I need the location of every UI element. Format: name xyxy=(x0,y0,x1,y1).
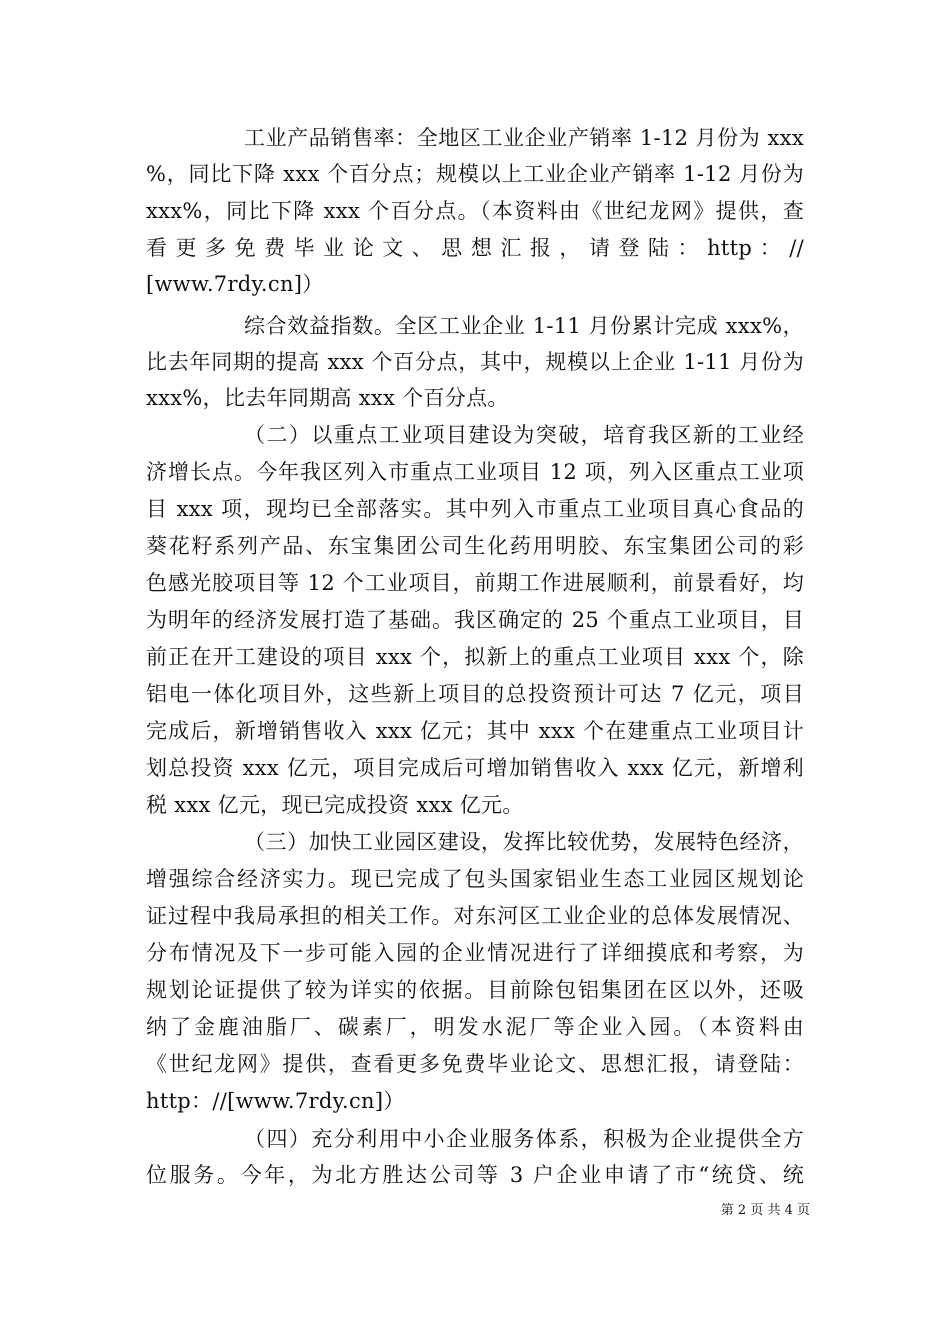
text-line: %，同比下降 xxx 个百分点；规模以上工业企业产销率 1-12 月份为 xyxy=(146,162,804,186)
text-line: 色感光胶项目等 12 个工业项目，前期工作进展顺利，前景看好，均 xyxy=(146,571,804,595)
text-line: 证过程中我局承担的相关工作。对东河区工业企业的总体发展情况、 xyxy=(146,904,804,928)
text-line: 规划论证提供了较为详实的依据。目前除包铝集团在区以外，还吸 xyxy=(146,978,804,1002)
text-line: 分布情况及下一步可能入园的企业情况进行了详细摸底和考察，为 xyxy=(146,941,804,965)
text-line: http：//[www.7rdy.cn]） xyxy=(146,1089,405,1113)
text-line: 葵花籽系列产品、东宝集团公司生化药用明胶、东宝集团公司的彩 xyxy=(146,534,804,558)
text-line: 划总投资 xxx 亿元，项目完成后可增加销售收入 xxx 亿元，新增利 xyxy=(146,756,804,780)
text-line: xxx%，比去年同期高 xxx 个百分点。 xyxy=(146,386,509,410)
text-line: 《世纪龙网》提供，查看更多免费毕业论文、思想汇报，请登陆： xyxy=(146,1052,804,1076)
text-line: 税 xxx 亿元，现已完成投资 xxx 亿元。 xyxy=(146,793,524,817)
text-line: （三）加快工业园区建设，发挥比较优势，发展特色经济， xyxy=(244,830,804,854)
text-line: xxx%，同比下降 xxx 个百分点。（本资料由《世纪龙网》提供，查 xyxy=(146,199,804,223)
text-line: 铝电一体化项目外，这些新上项目的总投资预计可达 7 亿元，项目 xyxy=(146,682,804,706)
text-line: 综合效益指数。全区工业企业 1-11 月份累计完成 xxx%， xyxy=(244,314,804,338)
text-line: 看 更 多 免 费 毕 业 论 文 、 思 想 汇 报 ， 请 登 陆 ： http ： // xyxy=(146,236,804,260)
text-line: 工业产品销售率：全地区工业企业产销率 1-12 月份为 xxx xyxy=(244,126,804,150)
text-line: 比去年同期的提高 xxx 个百分点，其中，规模以上企业 1-11 月份为 xyxy=(146,350,804,374)
text-line: 为明年的经济发展打造了基础。我区确定的 25 个重点工业项目，目 xyxy=(146,608,804,632)
text-line: （二）以重点工业项目建设为突破，培育我区新的工业经 xyxy=(244,423,804,447)
text-line: 前正在开工建设的项目 xxx 个，拟新上的重点工业项目 xxx 个，除 xyxy=(146,645,804,669)
text-line: （四）充分利用中小企业服务体系，积极为企业提供全方 xyxy=(244,1127,804,1151)
text-line: 位服务。今年，为北方胜达公司等 3 户企业申请了市“统贷、统 xyxy=(146,1163,804,1187)
text-line: 济增长点。今年我区列入市重点工业项目 12 项，列入区重点工业项 xyxy=(146,460,804,484)
page-number-footer: 第 2 页 共 4 页 xyxy=(720,1203,810,1218)
text-line: [www.7rdy.cn]） xyxy=(146,272,324,296)
text-line: 目 xxx 项，现均已全部落实。其中列入市重点工业项目真心食品的 xyxy=(146,497,804,521)
text-line: 增强综合经济实力。现已完成了包头国家铝业生态工业园区规划论 xyxy=(146,867,804,891)
text-line: 完成后，新增销售收入 xxx 亿元；其中 xxx 个在建重点工业项目计 xyxy=(146,719,804,743)
text-line: 纳了金鹿油脂厂、碳素厂，明发水泥厂等企业入园。（本资料由 xyxy=(146,1015,804,1039)
